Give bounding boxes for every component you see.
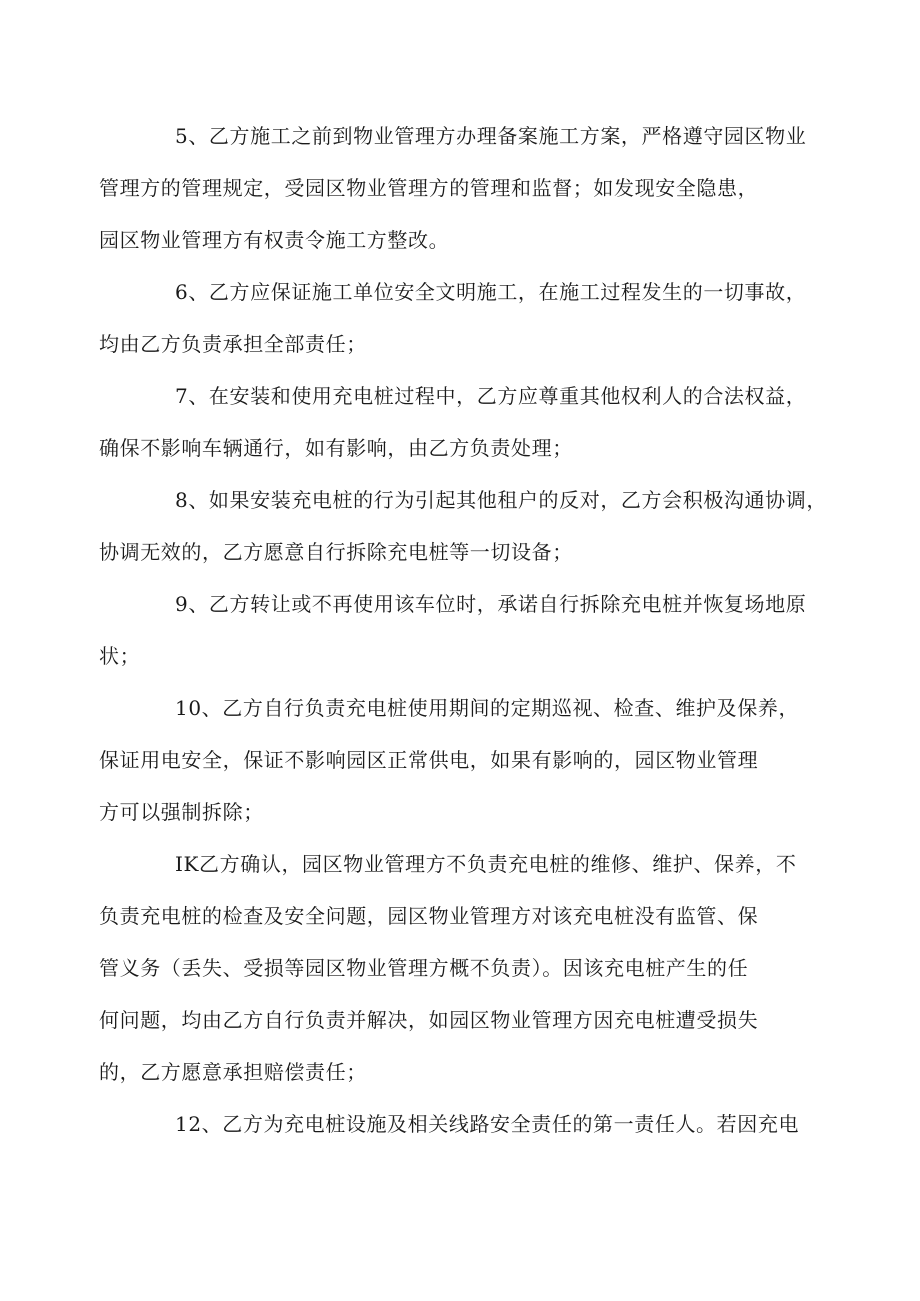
clause-line: IK乙方确认，园区物业管理方不负责充电桩的维修、维护、保养，不 — [175, 852, 797, 876]
clause-line: 10、乙方自行负责充电桩使用期间的定期巡视、检查、维护及保养， — [175, 696, 800, 720]
clause-11 — [99, 838, 797, 1098]
clause-line: 6、乙方应保证施工单位安全文明施工，在施工过程发生的一切事故， — [175, 280, 807, 304]
clause-line: 管义务（丢失、受损等园区物业管理方概不负责）。因该充电桩产生的任 — [99, 956, 749, 980]
clause-10 — [99, 682, 800, 838]
clause-line: 方可以强制拆除； — [99, 800, 264, 824]
clause-line: 的，乙方愿意承担赔偿责任； — [99, 1060, 367, 1084]
clause-line: 确保不影响车辆通行，如有影响，由乙方负责处理； — [99, 436, 573, 460]
clause-line: 何问题，均由乙方自行负责并解决，如园区物业管理方因充电桩遭受损失 — [99, 1008, 759, 1032]
clause-line: 负责充电桩的检查及安全问题，园区物业管理方对该充电桩没有监管、保 — [99, 904, 759, 928]
clause-line: 保证用电安全，保证不影响园区正常供电，如果有影响的，园区物业管理 — [99, 748, 759, 772]
clause-line: 5、乙方施工之前到物业管理方办理备案施工方案，严格遵守园区物业 — [175, 124, 807, 148]
clause-5 — [99, 110, 807, 266]
clause-line: 9、乙方转让或不再使用该车位时，承诺自行拆除充电桩并恢复场地原 — [175, 592, 807, 616]
clause-line: 7、在安装和使用充电桩过程中，乙方应尊重其他权利人的合法权益， — [175, 384, 807, 408]
clause-8 — [99, 474, 827, 578]
clause-line: 协调无效的，乙方愿意自行拆除充电桩等一切设备； — [99, 540, 573, 564]
clause-line: 管理方的管理规定，受园区物业管理方的管理和监督；如发现安全隐患， — [99, 176, 759, 200]
clause-6 — [99, 266, 807, 370]
clause-line: 12、乙方为充电桩设施及相关线路安全责任的第一责任人。若因充电 — [175, 1112, 800, 1136]
clause-9 — [99, 578, 807, 682]
clause-line: 园区物业管理方有权责令施工方整改。 — [99, 228, 450, 252]
clause-line: 状； — [99, 644, 141, 668]
clause-12 — [137, 1098, 800, 1150]
clause-7 — [99, 370, 807, 474]
clause-line: 均由乙方负责承担全部责任； — [99, 332, 367, 356]
clause-line: 8、如果安装充电桩的行为引起其他租户的反对，乙方会积极沟通协调， — [175, 488, 827, 512]
